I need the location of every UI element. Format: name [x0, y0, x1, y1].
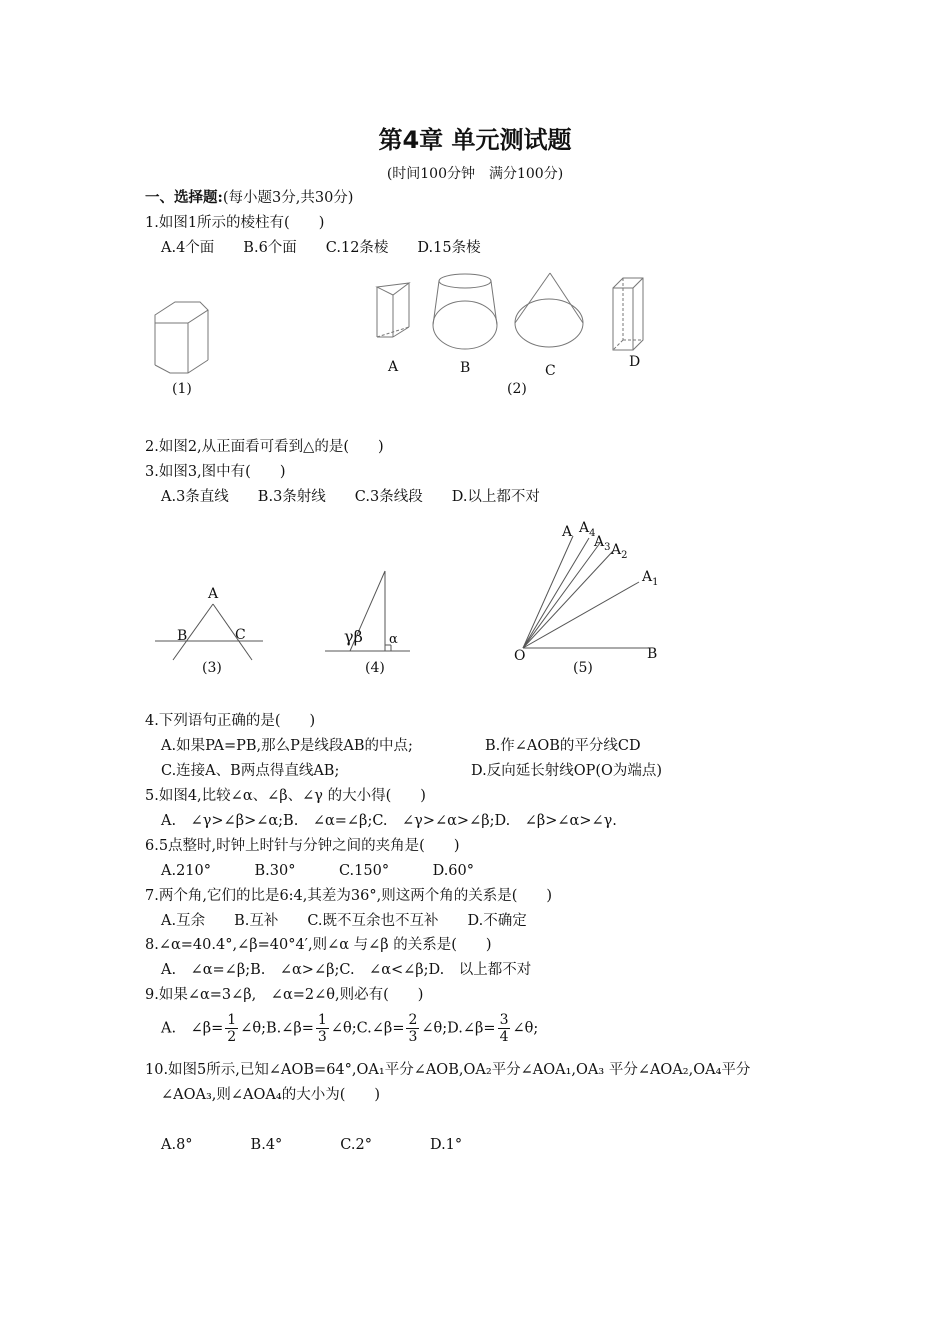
fig5-label: (5)	[573, 660, 593, 676]
section-note: (每小题3分,共30分)	[222, 190, 354, 206]
fig2-label-c: C	[545, 363, 556, 379]
q3-options: A.3条直线 B.3条射线 C.3条线段 D.以上都不对	[161, 489, 540, 505]
q8-options: A. ∠α=∠β;B. ∠α>∠β;C. ∠α<∠β;D. 以上都不对	[161, 962, 532, 978]
fig4-label: (4)	[365, 660, 385, 676]
q6-options: A.210° B.30° C.150° D.60°	[161, 863, 475, 879]
fig4-alpha: α	[389, 632, 398, 647]
fig3-point-b: B	[177, 628, 188, 644]
fig5-point-a: A	[562, 524, 573, 540]
section-heading	[145, 188, 353, 208]
fig2-label: (2)	[507, 381, 527, 397]
q7-options: A.互余 B.互补 C.既不互余也不互补 D.不确定	[161, 913, 527, 929]
fig5-point-a1: $A_1$	[642, 569, 659, 588]
q9-stem: 9.如果∠α=3∠β, ∠α=2∠θ,则必有( )	[145, 987, 424, 1003]
fig2-label-d: D	[629, 354, 641, 370]
q4-option-c: C.连接A、B两点得直线AB;	[161, 763, 340, 779]
q10-options: A.8° B.4° C.2° D.1°	[161, 1137, 463, 1153]
fig5-point-a4: $A_4$	[579, 520, 596, 539]
q4-option-b: B.作∠AOB的平分线CD	[485, 738, 641, 754]
q4-option-d: D.反向延长射线OP(O为端点)	[471, 763, 663, 779]
q5-options: A. ∠γ>∠β>∠α;B. ∠α=∠β;C. ∠γ>∠α>∠β;D. ∠β>∠α>∠γ.	[161, 813, 617, 829]
fig2-label-a: A	[388, 359, 399, 375]
fraction-d: $\frac{3}{4}$	[499, 1012, 509, 1045]
page-title: 第4章 单元测试题	[378, 126, 572, 154]
q4-option-a: A.如果PA=PB,那么P是线段AB的中点;	[161, 738, 413, 754]
q7-stem: 7.两个角,它们的比是6:4,其差为36°,则这两个角的关系是( )	[145, 888, 553, 904]
fig5-rays	[515, 530, 655, 655]
frustum-shape	[433, 274, 497, 349]
fraction-c: $\frac{2}{3}$	[408, 1012, 418, 1045]
fig5-point-a2: $A_2$	[611, 542, 628, 561]
page-subtitle: (时间100分钟 满分100分)	[386, 166, 564, 182]
fraction-a: $\frac{1}{2}$	[227, 1012, 237, 1045]
fig2-label-b: B	[460, 360, 471, 376]
fig5-point-a3: $A_3$	[594, 534, 611, 553]
fig4-angles	[320, 565, 415, 660]
fig5-point-o: O	[514, 648, 526, 664]
solids-figure	[365, 265, 665, 365]
fraction-b: $\frac{1}{3}$	[317, 1012, 327, 1045]
q3-stem: 3.如图3,图中有( )	[145, 464, 286, 480]
section-title: 一、选择题:	[145, 189, 223, 206]
q4-stem: 4.下列语句正确的是( )	[145, 713, 316, 729]
fig3-lines	[150, 600, 270, 665]
hexagonal-prism-figure	[140, 290, 230, 380]
q6-stem: 6.5点整时,时钟上时针与分钟之间的夹角是( )	[145, 838, 460, 854]
q10-stem-line2: ∠AOA₃,则∠AOA₄的大小为( )	[161, 1087, 381, 1103]
q5-stem: 5.如图4,比较∠α、∠β、∠γ 的大小得( )	[145, 788, 426, 804]
q9-options: A. ∠β= $\frac{1}{2}$ ∠θ;B.∠β= $\frac{1}{3}$ ∠θ;C.∠β= $\frac{2}{3}$ ∠θ;D.∠β= $\frac{3}{4}$ ∠θ;	[161, 1012, 539, 1045]
fig4-gamma-beta: γβ	[344, 627, 363, 646]
fig3-point-a: A	[208, 586, 219, 602]
rectangular-prism-shape	[613, 278, 643, 350]
q2-stem: 2.如图2,从正面看可看到△的是( )	[145, 439, 384, 455]
cone-shape	[515, 273, 583, 347]
q1-options: A.4个面 B.6个面 C.12条棱 D.15条棱	[161, 240, 481, 256]
q1-stem: 1.如图1所示的棱柱有( )	[145, 215, 325, 231]
fig3-point-c: C	[235, 627, 246, 643]
q8-stem: 8.∠α=40.4°,∠β=40°4′,则∠α 与∠β 的关系是( )	[145, 937, 492, 953]
fig3-label: (3)	[202, 660, 222, 676]
fig5-point-b: B	[647, 646, 658, 662]
triangular-prism-shape	[377, 283, 409, 337]
q10-stem-line1: 10.如图5所示,已知∠AOB=64°,OA₁平分∠AOB,OA₂平分∠AOA₁,OA₃ 平分∠AOA₂,OA₄平分	[145, 1062, 751, 1078]
fig1-label: (1)	[172, 381, 192, 397]
